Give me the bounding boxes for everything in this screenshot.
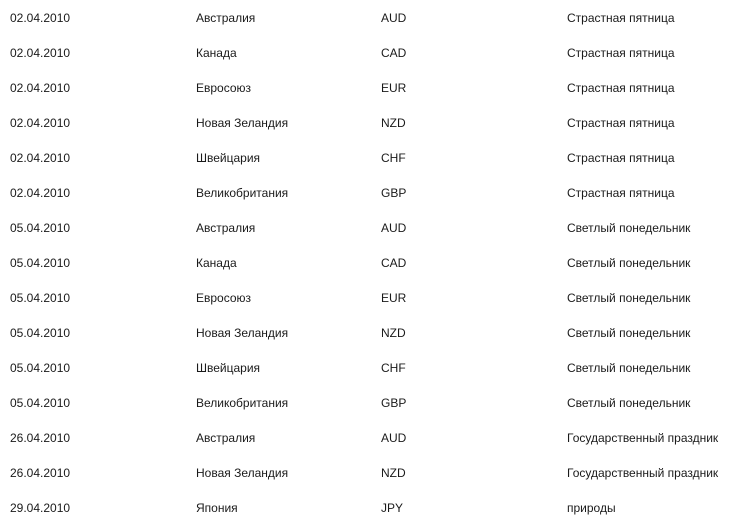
currency-code-cell: CAD xyxy=(381,256,407,270)
country-cell: Великобритания xyxy=(196,396,289,410)
currency-code-cell: NZD xyxy=(381,326,406,340)
date-cell: 05.04.2010 xyxy=(10,291,71,305)
holiday-name-cell: Государственный праздник xyxy=(567,431,719,445)
currency-code-cell: JPY xyxy=(381,501,404,515)
date-cell: 26.04.2010 xyxy=(10,466,71,480)
holiday-name-cell: Страстная пятница xyxy=(567,116,675,130)
holiday-table xyxy=(0,1,744,526)
currency-code-cell: AUD xyxy=(381,221,407,235)
date-cell: 02.04.2010 xyxy=(10,11,71,25)
table-row xyxy=(0,211,744,246)
table-row xyxy=(0,36,744,71)
date-cell: 02.04.2010 xyxy=(10,116,71,130)
date-cell: 26.04.2010 xyxy=(10,431,71,445)
country-cell: Япония xyxy=(196,501,238,515)
holiday-name-cell: Страстная пятница xyxy=(567,46,675,60)
date-cell: 02.04.2010 xyxy=(10,186,71,200)
currency-code-cell: CHF xyxy=(381,151,406,165)
currency-code-cell: NZD xyxy=(381,116,406,130)
country-cell: Швейцария xyxy=(196,151,261,165)
holiday-name-cell: Страстная пятница xyxy=(567,151,675,165)
date-cell: 05.04.2010 xyxy=(10,326,71,340)
country-cell: Великобритания xyxy=(196,186,289,200)
table-row xyxy=(0,386,744,421)
currency-code-cell: EUR xyxy=(381,81,407,95)
country-cell: Новая Зеландия xyxy=(196,466,289,480)
currency-code-cell: AUD xyxy=(381,431,407,445)
country-cell: Канада xyxy=(196,46,237,60)
country-cell: Евросоюз xyxy=(196,81,252,95)
table-row xyxy=(0,316,744,351)
holiday-name-cell: Светлый понедельник xyxy=(567,256,691,270)
country-cell: Новая Зеландия xyxy=(196,116,289,130)
currency-code-cell: GBP xyxy=(381,186,407,200)
table-row xyxy=(0,71,744,106)
country-cell: Евросоюз xyxy=(196,291,252,305)
holiday-name-cell: Светлый понедельник xyxy=(567,396,691,410)
table-row xyxy=(0,456,744,491)
holiday-name-cell: Светлый понедельник xyxy=(567,221,691,235)
table-row xyxy=(0,351,744,386)
date-cell: 05.04.2010 xyxy=(10,361,71,375)
date-cell: 05.04.2010 xyxy=(10,256,71,270)
table-row xyxy=(0,421,744,456)
table-row xyxy=(0,176,744,211)
holiday-name-cell: Светлый понедельник xyxy=(567,361,691,375)
holiday-name-cell: Страстная пятница xyxy=(567,186,675,200)
holiday-name-cell: Государственный праздник xyxy=(567,466,719,480)
table-row xyxy=(0,281,744,316)
currency-code-cell: CAD xyxy=(381,46,407,60)
date-cell: 02.04.2010 xyxy=(10,81,71,95)
date-cell: 05.04.2010 xyxy=(10,396,71,410)
date-cell: 29.04.2010 xyxy=(10,501,71,515)
country-cell: Австралия xyxy=(196,431,256,445)
country-cell: Новая Зеландия xyxy=(196,326,289,340)
table-row xyxy=(0,491,744,526)
country-cell: Канада xyxy=(196,256,237,270)
currency-code-cell: GBP xyxy=(381,396,407,410)
currency-code-cell: CHF xyxy=(381,361,406,375)
date-cell: 05.04.2010 xyxy=(10,221,71,235)
date-cell: 02.04.2010 xyxy=(10,151,71,165)
table-row xyxy=(0,1,744,36)
table-row xyxy=(0,246,744,281)
holiday-name-cell: Страстная пятница xyxy=(567,11,675,25)
holiday-name-cell: Светлый понедельник xyxy=(567,326,691,340)
currency-code-cell: NZD xyxy=(381,466,406,480)
holiday-name-cell: природы xyxy=(567,501,616,515)
country-cell: Австралия xyxy=(196,11,256,25)
country-cell: Швейцария xyxy=(196,361,261,375)
currency-code-cell: AUD xyxy=(381,11,407,25)
table-row xyxy=(0,141,744,176)
currency-code-cell: EUR xyxy=(381,291,407,305)
country-cell: Австралия xyxy=(196,221,256,235)
holiday-name-cell: Страстная пятница xyxy=(567,81,675,95)
holiday-name-cell: Светлый понедельник xyxy=(567,291,691,305)
table-row xyxy=(0,106,744,141)
date-cell: 02.04.2010 xyxy=(10,46,71,60)
